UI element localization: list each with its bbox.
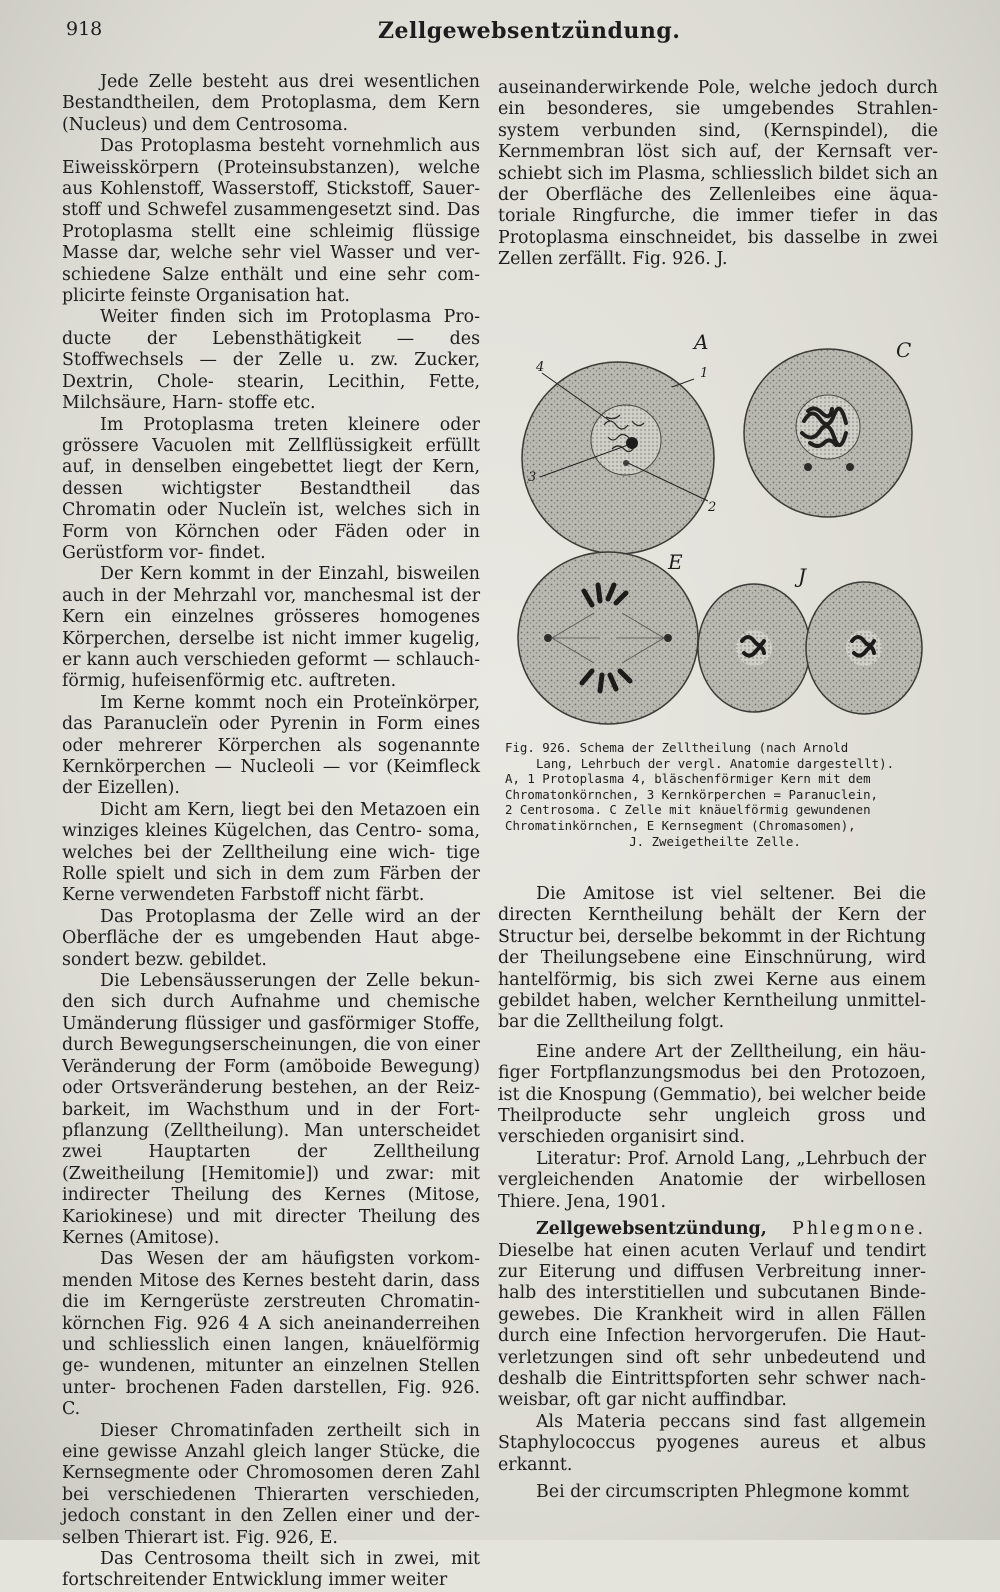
paragraph: Das Wesen der am häufigsten vorkom- menden Mitose des Kernes besteht darin, dass die im Kerngerüste zerstreuten Chromatin- körnchen Fig. 926 4 A sich aneinanderreihen und schliesslich einen langen, knäuelförmig ge- wundenen, mitunter an einzelnen Stellen unter- brochenen Faden darstellen, Fig. 926. C. — [62, 1249, 480, 1420]
article-heading: Zellgewebsentzündung, — [536, 1219, 767, 1240]
fig-label-2: 2 — [708, 500, 717, 515]
left-column — [62, 72, 480, 1592]
cell-division-figure — [508, 325, 930, 735]
fig-label-j: J — [798, 564, 807, 588]
paragraph: Im Kerne kommt noch ein Proteïnkörper, das Paranucleïn oder Pyrenin in Form eines oder mehrerer Körperchen als sogenannte Kernkörperchen — Nucleoli — vor (Keimfleck der Eizellen). — [62, 692, 480, 799]
fig-label-a: A — [694, 330, 709, 354]
page-number: 918 — [66, 18, 103, 40]
fig-label-e: E — [668, 550, 683, 574]
paragraph: Das Protoplasma besteht vornehmlich aus Eiweisskörpern (Proteinsubstanzen), welche aus Kohlenstoff, Wasserstoff, Stickstoff, Sauer- stoff und Schwefel zusammengesetzt sind. Das Protoplasma stellt eine schleimig flüssige Masse dar, welche sehr viel Wasser und ver- schiedene Salze enthält und eine sehr com- plicirte feinste Organisation hat. — [62, 136, 481, 307]
right-column-top — [498, 78, 938, 271]
caption-line: 2 Centrosoma. C Zelle mit knäuelförmig gewundenen — [505, 802, 871, 818]
figure-caption — [505, 740, 925, 849]
paragraph: Bei der circumscripten Phlegmone kommt — [536, 1481, 909, 1502]
fig-label-4: 4 — [536, 360, 545, 375]
paragraph: Der Kern kommt in der Einzahl, bisweilen auch in der Mehrzahl vor, manchesmal ist der Kern ein einzelnes grösseres homogenes Körperchen, derselbe ist nicht immer kugelig, er kann auch verschieden geformt — schlauch- förmig, hufeisenförmig etc. auftreten. — [62, 564, 481, 692]
paragraph: Dicht am Kern, liegt bei den Metazoen ein winziges kleines Kügelchen, das Centro- soma, welches bei der Zelltheilung eine wich- tige Rolle spielt und sich in dem zum Färben der Kerne verwendeten Farbstoff nicht färbt. — [62, 799, 480, 906]
cell-e — [518, 550, 698, 724]
paragraph: Literatur: Prof. Arnold Lang, „Lehrbuch der vergleichenden Anatomie der wirbellosen Thiere. Jena, 1901. — [498, 1148, 927, 1212]
paragraph: Dieser Chromatinfaden zertheilt sich in eine gewisse Anzahl gleich langer Stücke, die Kernsegmente oder Chromosomen deren Zahl bei verschiedenen Thierarten verschieden, jedoch constant in den Zellen einer und der- selben Thierart ist. Fig. 926, E. — [62, 1420, 481, 1548]
caption-line: J. Zweigetheilte Zelle. — [629, 833, 801, 849]
caption-line: A, 1 Protoplasma 4, bläschenförmiger Kern mit dem — [505, 771, 871, 787]
fig-label-1: 1 — [700, 366, 709, 381]
caption-line: Chromatinkörnchen, E Kernsegment (Chromasomen), — [505, 817, 856, 833]
paragraph: Zellgewebsentzündung, Phlegmone. Dieselbe hat einen acuten Verlauf und tendirt zur Eiterung und diffusen Verbreitung inner- halb des interstitiellen und subcutanen Binde- gewebes. Die Krankheit wird in allen Fällen durch eine Infection hervorgerufen. Die Haut- verletzungen sind oft sehr unbedeutend und deshalb die Eintrittspforten sehr schwer nach- weisbar, oft gar nicht auffindbar. — [498, 1219, 926, 1411]
running-title: Zellgewebsentzündung. — [378, 18, 681, 44]
paragraph: Jede Zelle besteht aus drei wesentlichen Bestandtheilen, dem Protoplasma, dem Kern (Nucleus) und dem Centrosoma. — [62, 72, 481, 135]
fig-label-3: 3 — [528, 470, 537, 485]
cell-c — [744, 338, 912, 517]
paragraph: Im Protoplasma treten kleinere oder grössere Vacuolen mit Zellflüssigkeit erfüllt auf, in denselben eingebettet liegt der Kern, dessen wichtigster Bestandtheil das Chromatin oder Nucleïn ist, welches sich in Form von Körnchen oder Fäden oder in Gerüstform vor- findet. — [62, 414, 481, 563]
caption-line: Lang, Lehrbuch der vergl. Anatomie dargestellt). — [535, 755, 895, 771]
cell-a — [522, 330, 716, 554]
paragraph: auseinanderwirkende Pole, welche jedoch durch ein besonderes, sie umgebendes Strahlen- system verbunden sind, (Kernspindel), die Kernmembran löst sich auf, der Kernsaft ver- schiebt sich im Plasma, schliesslich bildet sich an der Oberfläche des Zellenleibes eine äqua- toriale Ringfurche, die immer tiefer in das Protoplasma einschneidet, bis dasselbe in zwei Zellen zerfällt. Fig. 926. J. — [498, 78, 939, 270]
paragraph: Als Materia peccans sind fast allgemein Staphylococcus pyogenes aureus et albus erkannt. — [498, 1411, 926, 1475]
right-column-bottom — [498, 884, 926, 1503]
paragraph: Das Protoplasma der Zelle wird an der Oberfläche der es umgebenden Haut abge- sondert bezw. gebildet. — [62, 906, 480, 970]
caption-line: Chromatonkörnchen, 3 Kernkörperchen = Paranuclein, — [505, 786, 878, 802]
fig-label-c: C — [896, 338, 912, 362]
page-header — [66, 14, 960, 54]
paragraph: Weiter finden sich im Protoplasma Pro- ducte der Lebensthätigkeit — des Stoffwechsels — der Zelle u. zw. Zucker, Dextrin, Chole- stearin, Lecithin, Fette, Milchsäure, Harn- stoffe etc. — [62, 307, 481, 414]
cell-j — [698, 564, 922, 714]
paragraph: Eine andere Art der Zelltheilung, ein häu- figer Fortpflanzungsmodus bei den Protozoen, ist die Knospung (Gemmatio), bei welcher beide Theilproducte sehr ungleich gross und verschieden organisirt sind. — [498, 1041, 927, 1148]
paragraph: Die Amitose ist viel seltener. Bei die directen Kerntheilung behält der Kern der Structur bei, derselbe bekommt in der Richtung der Theilungsebene eine Einschnürung, wird hantelförmig, bis sich zwei Kerne aus einem gebildet haben, welcher Kerntheilung unmittel- bar die Zelltheilung folgt. — [498, 884, 926, 1033]
paragraph: Das Centrosoma theilt sich in zwei, mit fortschreitender Entwicklung immer weiter — [62, 1549, 480, 1591]
caption-line: Fig. 926. Schema der Zelltheilung (nach Arnold — [505, 740, 849, 755]
paragraph: Die Lebensäusserungen der Zelle bekun- den sich durch Aufnahme und chemische Umänderung flüssiger und gasförmiger Stoffe, durch Bewegungserscheinungen, die von einer Veränderung der Form (amöboide Bewegung) oder Ortsveränderung bestehen, an der Reiz- barkeit, im Wachsthum und in der Fort- pflanzung (Zelltheilung). Man unterscheidet zwei Hauptarten der Zelltheilung (Zweitheilung [Hemitomie]) und zwar: mit indirecter Theilung des Kernes (Mitose, Kariokinese) und mit directer Theilung des Kernes (Amitose). — [62, 971, 481, 1248]
